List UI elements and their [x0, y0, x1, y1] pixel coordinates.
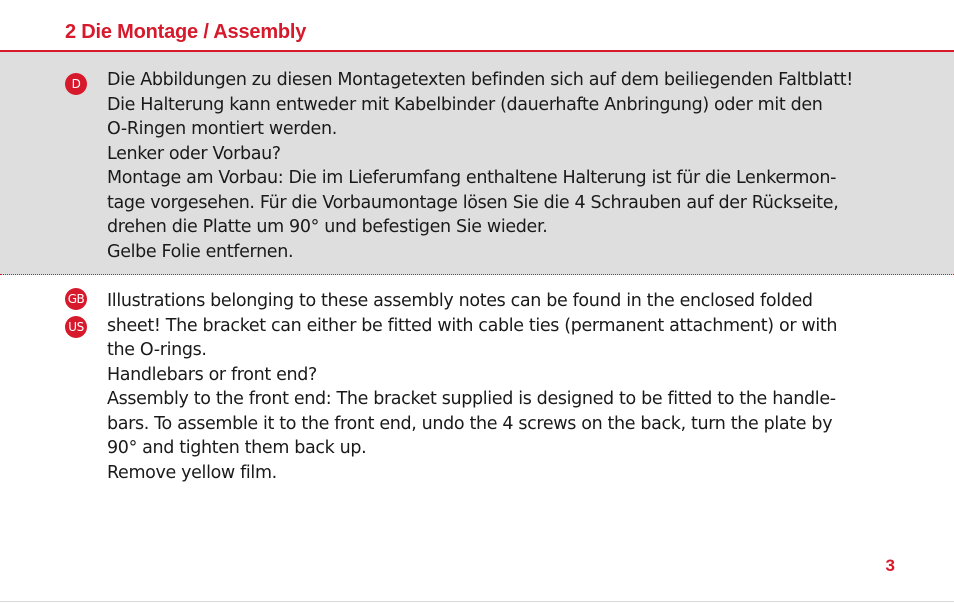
text-line: tage vorgesehen. Für die Vorbaumontage lösen Sie die 4 Schrauben auf der Rückseite, — [107, 192, 839, 213]
language-badge-gb: GB — [65, 288, 87, 310]
page-title: 2 Die Montage / Assembly — [65, 21, 307, 43]
text-line: Assembly to the front end: The bracket supplied is designed to be fitted to the handle- — [107, 389, 836, 409]
text-line: bars. To assemble it to the front end, undo the 4 screws on the back, turn the plate by — [107, 413, 833, 434]
text-line: Lenker oder Vorbau? — [107, 143, 281, 164]
language-badge-us: US — [65, 316, 87, 338]
text-line: drehen die Platte um 90° und befestigen Sie wieder. — [107, 217, 548, 237]
text-line: Handlebars or front end? — [107, 364, 317, 385]
text-line: O-Ringen montiert werden. — [107, 119, 337, 139]
text-line: Die Abbildungen zu diesen Montagetexten befinden sich auf dem beiliegenden Faltblatt! — [107, 70, 853, 90]
text-line: Remove yellow film. — [107, 462, 277, 483]
text-line: Gelbe Folie entfernen. — [107, 241, 294, 262]
text-line: Illustrations belonging to these assembly notes can be found in the enclosed folded — [107, 291, 813, 311]
footer-divider — [0, 601, 954, 602]
text-line: 90° and tighten them back up. — [107, 438, 367, 458]
page-number: 3 — [885, 556, 895, 575]
german-text-block — [107, 68, 907, 264]
header-bar — [0, 0, 954, 52]
text-line: sheet! The bracket can either be fitted with cable ties (permanent attachment) or with — [107, 315, 838, 336]
english-text-block — [107, 289, 907, 485]
text-line: Die Halterung kann entweder mit Kabelbinder (dauerhafte Anbringung) oder mit den — [107, 94, 823, 115]
text-line: the O-rings. — [107, 340, 207, 360]
language-badge-de: D — [65, 73, 87, 95]
text-line: Montage am Vorbau: Die im Lieferumfang enthaltene Halterung ist für die Lenkermon- — [107, 168, 837, 188]
